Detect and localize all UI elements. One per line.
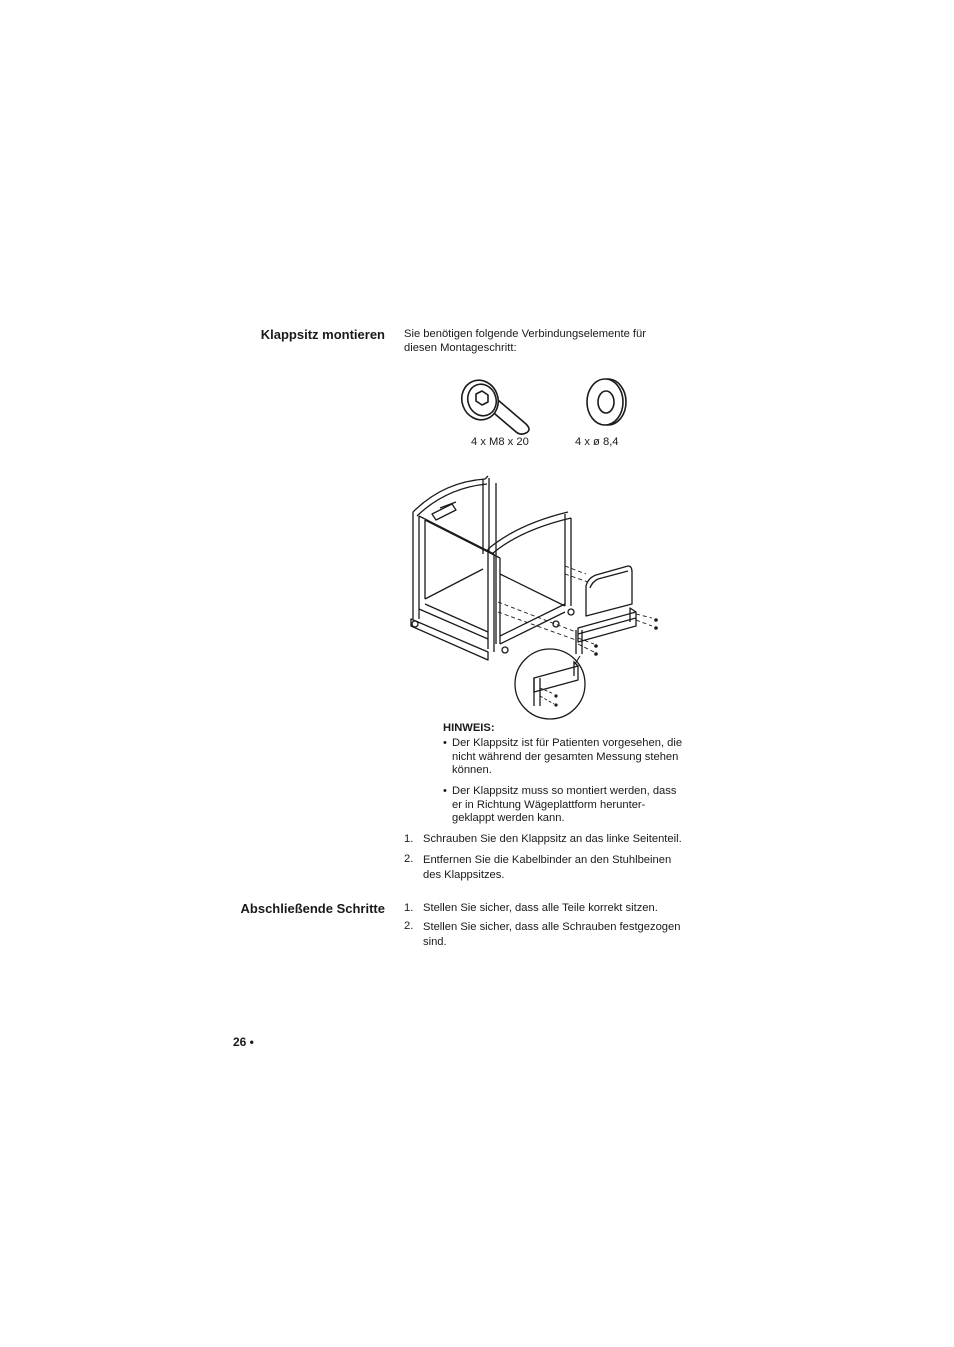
washer-icon [583,378,629,428]
note-line: geklappt werden kann. [452,812,565,824]
step-line: Entfernen Sie die Kabelbinder an den Stuhlbeinen [423,854,672,866]
step-line: Stellen Sie sicher, dass alle Teile korrekt sitzen. [423,902,658,914]
note-line: nicht während der gesamten Messung stehen [452,750,679,763]
part-label-screw: 4 x M8 x 20 [471,436,529,448]
intro-line: Sie benötigen folgende Verbindungselemente für [404,328,646,340]
note-title: HINWEIS: [443,722,495,734]
step-number: 2. [404,853,414,865]
note-line: Der Klappsitz ist für Patienten vorgesehen, die [452,737,683,749]
note-item [443,785,703,827]
step-line: Schrauben Sie den Klappsitz an das linke Seitenteil. [423,833,682,845]
step-number: 2. [404,920,414,932]
assembly-diagram [408,474,670,722]
step-line: Stellen Sie sicher, dass alle Schrauben festgezogen [423,921,681,933]
bullet-glyph: • [443,737,447,749]
list-item [404,920,704,950]
part-label-washer: 4 x ø 8,4 [575,436,619,448]
note-line: können. [452,764,492,776]
section-heading-abschliessend: Abschließende Schritte [240,901,385,916]
step-line: sind. [423,936,447,948]
bullet-glyph: • [443,785,447,797]
list-item [404,833,704,849]
note-line: Der Klappsitz muss so montiert werden, dass [452,785,677,797]
screw-icon [460,378,535,434]
section-heading-klappsitz: Klappsitz montieren [260,327,385,342]
list-item [404,902,704,918]
list-item [404,853,704,883]
step-number: 1. [404,833,414,845]
note-item [443,737,703,779]
step-number: 1. [404,902,414,914]
page-number: 26 • [233,1035,254,1049]
intro-text [404,328,646,355]
step-line: des Klappsitzes. [423,869,505,881]
intro-line: diesen Montageschritt: [404,341,517,354]
note-line: er in Richtung Wägeplattform herunter- [452,798,646,811]
